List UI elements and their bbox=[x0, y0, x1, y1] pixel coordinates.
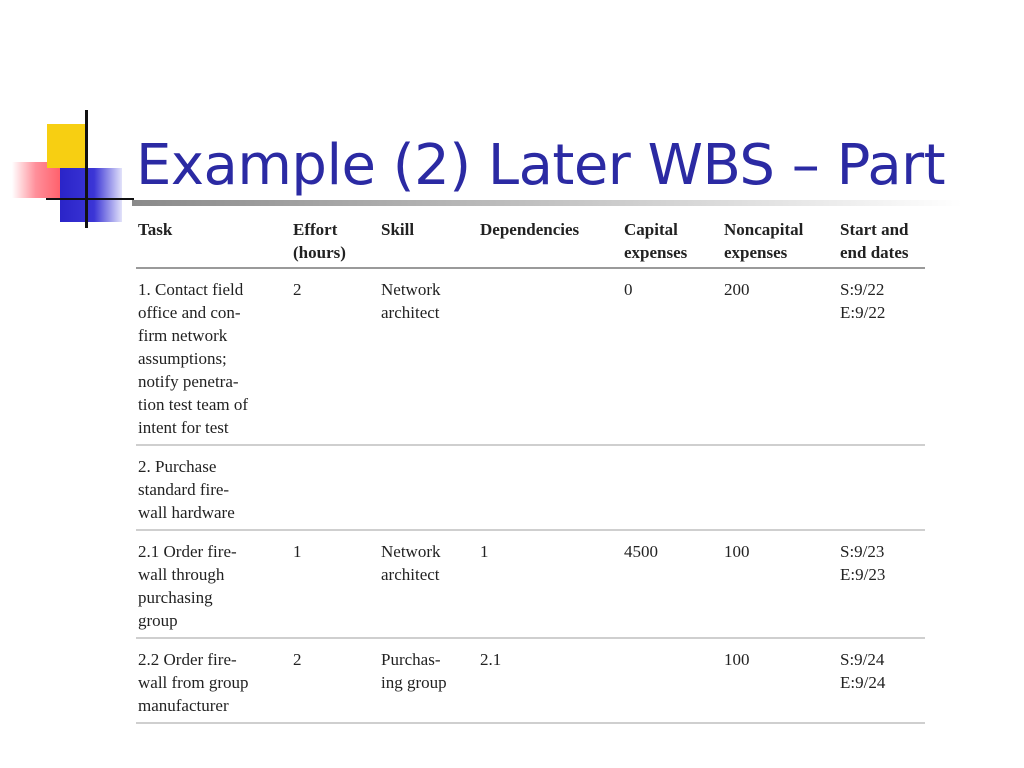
decorative-yellow-block bbox=[47, 124, 85, 168]
column-header-label: Start and end dates bbox=[840, 220, 909, 262]
column-header-label: Noncapital expenses bbox=[724, 220, 804, 262]
column-header-noncapital bbox=[722, 215, 838, 268]
decorative-blue-block bbox=[60, 168, 122, 222]
cell-task bbox=[136, 638, 291, 723]
cell-text: 4500 bbox=[624, 542, 658, 561]
wbs-table bbox=[136, 215, 925, 724]
cell-capital bbox=[622, 445, 722, 530]
column-header-label: Capital expenses bbox=[624, 220, 688, 262]
cell-text: S:9/24 E:9/24 bbox=[840, 650, 886, 692]
cell-effort bbox=[291, 268, 379, 445]
cell-text: S:9/22 E:9/22 bbox=[840, 280, 886, 322]
table-row bbox=[136, 268, 925, 445]
column-header-capital bbox=[622, 215, 722, 268]
cell-text: 100 bbox=[724, 650, 750, 669]
cell-dependencies bbox=[478, 445, 622, 530]
cell-text: 1 bbox=[293, 542, 302, 561]
column-header-label: Skill bbox=[381, 220, 415, 239]
cell-text: 2. Purchase standard fire- wall hardware bbox=[138, 457, 235, 522]
cell-dates bbox=[838, 638, 925, 723]
cell-skill bbox=[379, 530, 478, 638]
title-underline bbox=[132, 200, 962, 206]
column-header-dates bbox=[838, 215, 925, 268]
cell-task bbox=[136, 530, 291, 638]
cell-text: 1 bbox=[480, 542, 489, 561]
cell-text: 2.1 bbox=[480, 650, 502, 669]
cell-text: 2 bbox=[293, 650, 302, 669]
column-header-dependencies bbox=[478, 215, 622, 268]
cell-text: 1. Contact field office and con- firm network assumptions; notify penetra- tion test team of intent for test bbox=[138, 280, 249, 437]
cell-task bbox=[136, 268, 291, 445]
cell-text: 0 bbox=[624, 280, 633, 299]
cell-text: S:9/23 E:9/23 bbox=[840, 542, 886, 584]
cell-text: Network architect bbox=[381, 280, 441, 322]
column-header-skill bbox=[379, 215, 478, 268]
cell-capital bbox=[622, 530, 722, 638]
cell-effort bbox=[291, 445, 379, 530]
table-row bbox=[136, 530, 925, 638]
table-row bbox=[136, 445, 925, 530]
cell-text: 100 bbox=[724, 542, 750, 561]
cell-noncapital bbox=[722, 445, 838, 530]
cell-dates bbox=[838, 530, 925, 638]
cell-dependencies bbox=[478, 268, 622, 445]
cell-dependencies bbox=[478, 638, 622, 723]
column-header-label: Task bbox=[138, 220, 173, 239]
cell-effort bbox=[291, 638, 379, 723]
cell-text: 2.1 Order fire- wall through purchasing group bbox=[138, 542, 237, 630]
table-row bbox=[136, 638, 925, 723]
cell-text: 2 bbox=[293, 280, 302, 299]
cell-skill bbox=[379, 268, 478, 445]
decorative-horizontal-line bbox=[46, 198, 134, 200]
cell-task bbox=[136, 445, 291, 530]
cell-dates bbox=[838, 445, 925, 530]
decorative-vertical-line bbox=[85, 110, 88, 228]
cell-text: Purchas- ing group bbox=[381, 650, 447, 692]
table-header-row bbox=[136, 215, 925, 268]
column-header-effort bbox=[291, 215, 379, 268]
column-header-label: Dependencies bbox=[480, 220, 580, 239]
cell-skill bbox=[379, 445, 478, 530]
cell-skill bbox=[379, 638, 478, 723]
cell-noncapital bbox=[722, 638, 838, 723]
cell-effort bbox=[291, 530, 379, 638]
cell-noncapital bbox=[722, 530, 838, 638]
cell-text: 200 bbox=[724, 280, 750, 299]
cell-capital bbox=[622, 268, 722, 445]
column-header-task bbox=[136, 215, 291, 268]
column-header-label: Effort (hours) bbox=[293, 220, 346, 262]
cell-text: Network architect bbox=[381, 542, 441, 584]
slide-title: Example (2) Later WBS – Part bbox=[136, 133, 946, 198]
cell-dates bbox=[838, 268, 925, 445]
cell-capital bbox=[622, 638, 722, 723]
cell-text: 2.2 Order fire- wall from group manufacturer bbox=[138, 650, 249, 715]
cell-noncapital bbox=[722, 268, 838, 445]
cell-dependencies bbox=[478, 530, 622, 638]
